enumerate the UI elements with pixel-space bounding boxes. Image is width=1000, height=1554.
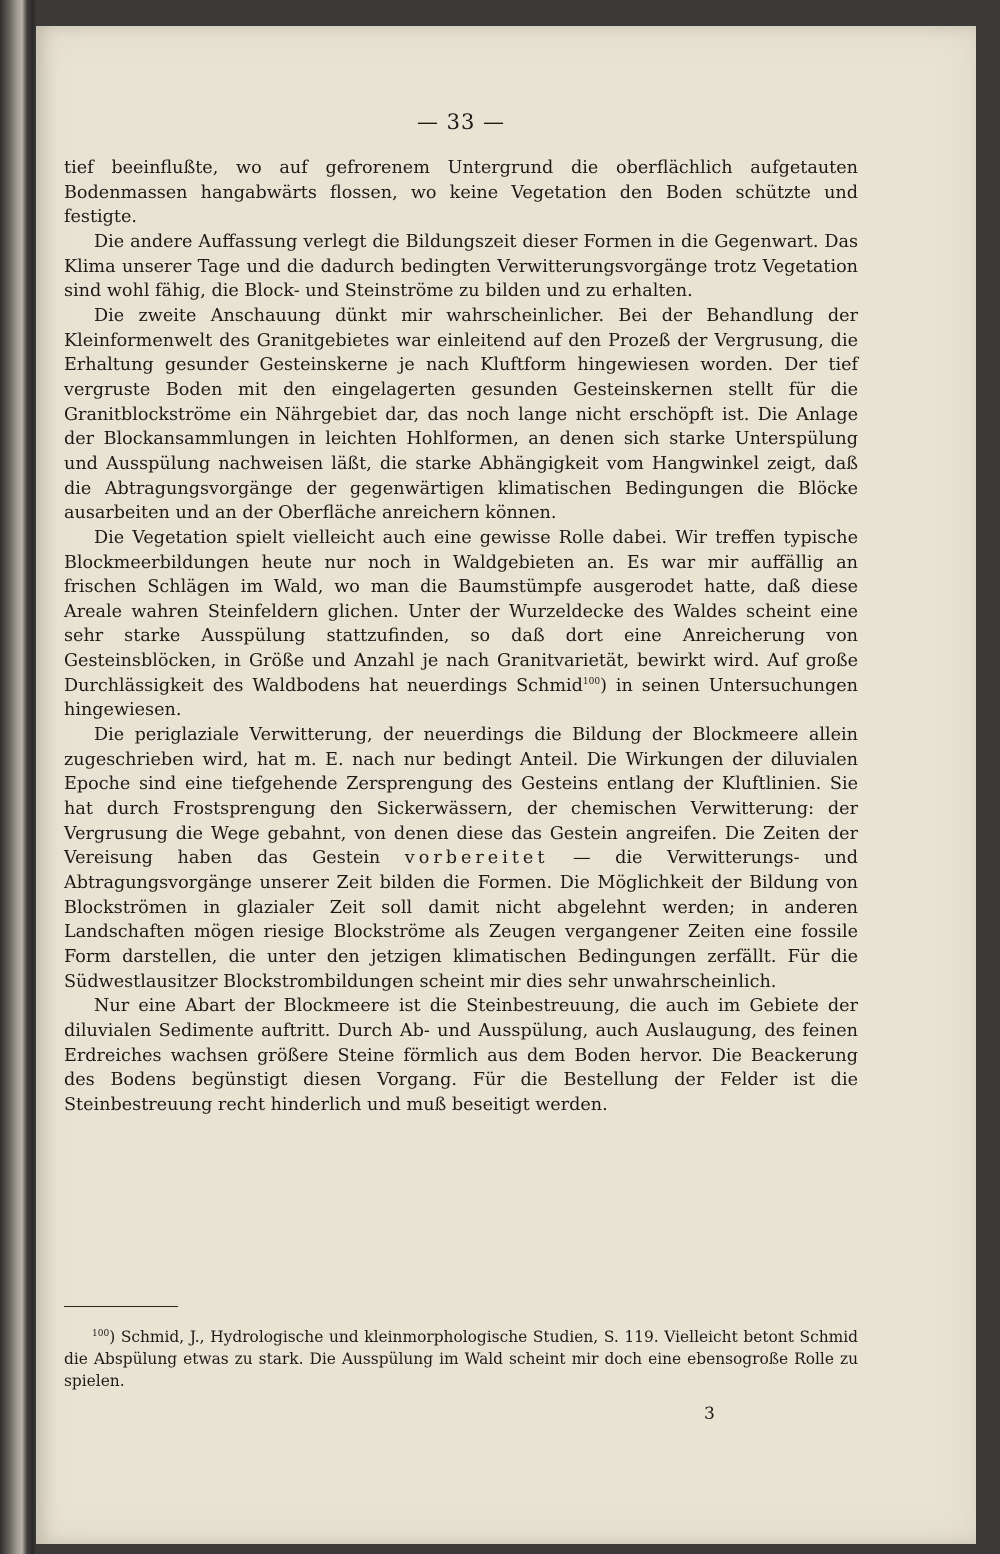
paragraph-4-text-continued: ) in seinen Untersuchungen hingewiesen.: [64, 675, 858, 721]
paragraph-1: tief beeinflußte, wo auf gefrorenem Untergrund die oberflächlich aufgetauten Bodenmassen hangabwärts flossen, wo keine Vegetation den Boden schützte und festigte.: [64, 158, 858, 228]
body-text: [64, 156, 858, 1118]
signature-mark: 3: [704, 1404, 715, 1424]
paragraph-2: Die andere Auffassung verlegt die Bildungszeit dieser Formen in die Gegenwart. Das Klima unserer Tage und die dadurch bedingten Verwitterungsvorgänge trotz Vegetation sind wohl fähig, die Block- und Steinströme zu bilden und zu erhalten.: [64, 231, 858, 302]
footnote: [64, 1326, 858, 1392]
paragraph-5-text: Die periglaziale Verwitterung, der neuerdings die Bildung der Blockmeere allein zugeschrieben wird, hat m. E. nach nur bedingt Anteil. Die Wirkungen der diluvialen Epoche sind eine tiefgehende Zersprengung des Gesteins entlang der Kluftlinien. Sie hat durch Frostsprengung den Sickerwässern, der chemischen Verwitterung: der Vergrusung die Wege gebahnt, von denen diese das Gestein angreifen. Die Zeiten der Vereisung haben das Gestein: [64, 725, 858, 869]
paragraph-6: Nur eine Abart der Blockmeere ist die Steinbestreuung, die auch im Gebiete der diluvialen Sedimente auftritt. Durch Ab- und Ausspülung, auch Auslaugung, des feinen Erdreiches wachsen größere Steine förmlich aus dem Boden hervor. Die Beackerung des Bodens begünstigt diesen Vorgang. Für die Bestellung der Felder ist die Steinbestreuung recht hinderlich und muß beseitigt werden.: [64, 996, 858, 1115]
paragraph-4-text: Die Vegetation spielt vielleicht auch eine gewisse Rolle dabei. Wir treffen typische Blockmeerbildungen heute nur noch in Waldgebieten an. Es war mir auffällig an frischen Schlägen im Wald, wo man die Baumstümpfe ausgerodet hatte, daß diese Areale wahren Steinfeldern glichen. Unter der Wurzeldecke des Waldes scheint eine sehr starke Ausspülung stattzufinden, so daß dort eine Anreicherung von Gesteinsblöcken, in Größe und Anzahl je nach Granitvarietät, bewirkt wird. Auf große Durchlässigkeit des Waldbodens hat neuerdings Schmid: [64, 527, 858, 696]
footnote-divider: [64, 1306, 178, 1307]
paper-page: [36, 26, 976, 1544]
paragraph-5: [64, 723, 858, 994]
footnote-marker: 100: [92, 1328, 110, 1339]
paragraph-5-text-continued: — die Verwitterungs- und Abtragungsvorgänge unserer Zeit bilden die Formen. Die Möglichkeit der Bildung von Blockströmen in glazialer Zeit soll damit nicht abgelehnt werden; in anderen Landschaften mögen riesige Blockströme als Zeugen vergangener Zeiten eine fossile Form darstellen, die unter den jetzigen klimatischen Bedingungen zerfällt. Für die Südwestlausitzer Blockstrombildungen scheint mir dies sehr unwahrscheinlich.: [64, 848, 859, 992]
footnote-reference: 100: [582, 676, 601, 687]
emphasized-word: vorbereitet: [404, 848, 549, 869]
page-number: — 33 —: [416, 110, 506, 134]
footnote-text: ) Schmid, J., Hydrologische und kleinmorphologische Studien, S. 119. Vielleicht betont Schmid die Abspülung etwas zu stark. Die Ausspülung im Wald scheint mir doch eine ebensogroße Rolle zu spielen.: [64, 1328, 858, 1390]
paragraph-4: [64, 526, 858, 723]
footnote-paragraph: [64, 1326, 858, 1392]
paragraph-3: Die zweite Anschauung dünkt mir wahrscheinlicher. Bei der Behandlung der Kleinformenwelt des Granitgebietes war einleitend auf den Prozeß der Vergrusung, die Erhaltung gesunder Gesteinskerne je nach Kluftform hingewiesen worden. Der tief vergruste Boden mit den eingelagerten gesunden Gesteinskernen stellt für die Granitblockströme ein Nährgebiet dar, das noch lange nicht erschöpft ist. Die Anlage der Blockansammlungen in leichten Hohlformen, an denen sich starke Unterspülung und Ausspülung nachweisen läßt, die starke Abhängigkeit vom Hangwinkel zeigt, daß die Abtragungsvorgänge der gegenwärtigen klimatischen Bedingungen die Blöcke ausarbeiten und an der Oberfläche anreichern können.: [64, 305, 858, 524]
